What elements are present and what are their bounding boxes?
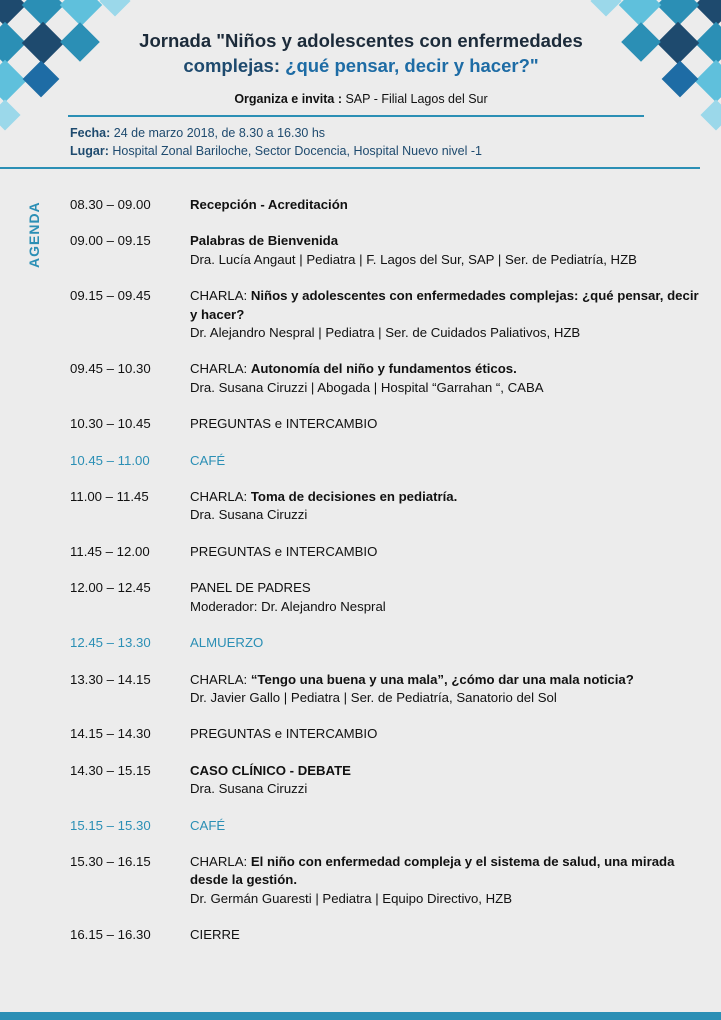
agenda-topic: [190, 415, 700, 433]
agenda-speaker: Dra. Susana Ciruzzi: [190, 507, 308, 523]
agenda-time: 09.45 – 10.30: [70, 361, 151, 377]
agenda-time: 16.15 – 16.30: [70, 927, 151, 943]
date-label: Fecha:: [70, 126, 111, 140]
agenda-time: 09.00 – 09.15: [70, 233, 151, 249]
agenda-speaker: Dra. Lucía Angaut | Pediatra | F. Lagos del Sur, SAP | Ser. de Pediatría, HZB: [190, 251, 637, 267]
organizer-line: [120, 92, 602, 106]
agenda-prefix: CHARLA:: [190, 288, 251, 304]
agenda-topic-title: Palabras de Bienvenida: [190, 233, 339, 249]
agenda-topic: [190, 817, 700, 835]
agenda-description: [190, 579, 700, 616]
agenda-row: [70, 415, 700, 433]
agenda-prefix: CHARLA:: [190, 853, 251, 869]
agenda-speaker: Dr. Germán Guaresti | Pediatra | Equipo Directivo, HZB: [190, 890, 513, 906]
agenda-prefix: CAFÉ: [190, 817, 226, 833]
agenda-speaker: Dr. Javier Gallo | Pediatra | Ser. de Pediatría, Sanatorio del Sol: [190, 689, 557, 705]
event-title-line1: Jornada "Niños y adolescentes con enfermedades: [139, 30, 583, 51]
place-label: Lugar:: [70, 144, 109, 158]
agenda-row: [70, 725, 700, 743]
agenda-topic: [190, 634, 700, 652]
event-title-line2-part1: complejas:: [183, 55, 286, 76]
agenda-description: [190, 196, 700, 214]
agenda-prefix: CHARLA:: [190, 671, 251, 687]
agenda-time: 11.45 – 12.00: [70, 543, 150, 559]
agenda-prefix: PREGUNTAS e INTERCAMBIO: [190, 416, 378, 432]
agenda-topic: [190, 853, 700, 890]
agenda-row: [70, 360, 700, 397]
agenda-topic: [190, 926, 700, 944]
agenda-topic-title: Autonomía del niño y fundamentos éticos.: [250, 361, 517, 377]
agenda-topic: [190, 488, 700, 506]
agenda-description: [190, 634, 700, 652]
agenda-description: [190, 543, 700, 561]
agenda-topic-title: El niño con enfermedad compleja y el sistema de salud, una mirada desde la gestión.: [190, 853, 675, 888]
agenda-row: [70, 671, 700, 708]
agenda-vertical-label: AGENDA: [26, 201, 42, 268]
agenda-description: [190, 232, 700, 269]
agenda-topic-title: Niños y adolescentes con enfermedades complejas: ¿qué pensar, decir y hacer?: [190, 288, 699, 322]
event-title-line2: [120, 53, 602, 78]
agenda-topic: [190, 725, 700, 743]
agenda-prefix: CIERRE: [190, 927, 240, 943]
agenda-row: [70, 926, 700, 944]
agenda-description: [190, 360, 700, 397]
agenda-time: 08.30 – 09.00: [70, 197, 151, 212]
agenda-row: [70, 287, 700, 342]
agenda-speaker: Dr. Alejandro Nespral | Pediatra | Ser. de Cuidados Paliativos, HZB: [190, 325, 581, 341]
agenda-topic: [190, 543, 700, 561]
agenda-time: 09.15 – 09.45: [70, 288, 151, 304]
agenda-topic: [190, 579, 700, 597]
agenda-prefix: PANEL DE PADRES: [190, 580, 311, 596]
agenda-time: 12.45 – 13.30: [70, 635, 151, 651]
agenda-topic: [190, 232, 700, 250]
event-title-line2-part2: ¿qué pensar, decir y hacer?": [285, 55, 539, 76]
agenda-topic-title: “Tengo una buena y una mala”, ¿cómo dar una mala noticia?: [250, 671, 634, 687]
date-value: 24 de marzo 2018, de 8.30 a 16.30 hs: [110, 126, 326, 140]
agenda-row: [70, 817, 700, 835]
agenda-row: [70, 853, 700, 908]
agenda-description: [190, 415, 700, 433]
agenda-prefix: CHARLA:: [190, 361, 251, 377]
agenda-time: 14.15 – 14.30: [70, 726, 151, 742]
agenda-schedule: [70, 196, 700, 963]
agenda-description: [190, 926, 700, 944]
place-value: Hospital Zonal Bariloche, Sector Docencia, Hospital Nuevo nivel -1: [108, 144, 482, 158]
agenda-prefix: CHARLA:: [190, 489, 251, 505]
date-line: [70, 124, 482, 142]
divider-top: [68, 115, 644, 117]
agenda-topic: [190, 196, 700, 214]
agenda-time: 15.15 – 15.30: [70, 817, 151, 833]
agenda-time: 10.30 – 10.45: [70, 416, 151, 432]
agenda-row: [70, 579, 700, 616]
agenda-time: 12.00 – 12.45: [70, 580, 151, 596]
divider-middle: [0, 167, 700, 169]
agenda-description: [190, 452, 700, 470]
agenda-topic: [190, 287, 700, 324]
agenda-topic-title: Toma de decisiones en pediatría.: [250, 489, 458, 505]
agenda-time: 15.30 – 16.15: [70, 853, 151, 869]
agenda-topic: [190, 762, 700, 780]
agenda-time: 10.45 – 11.00: [70, 452, 150, 468]
agenda-description: [190, 817, 700, 835]
agenda-topic: [190, 671, 700, 689]
agenda-speaker: Dra. Susana Ciruzzi: [190, 781, 308, 797]
agenda-row: [70, 232, 700, 269]
agenda-speaker: Dra. Susana Ciruzzi | Abogada | Hospital “Garrahan “, CABA: [190, 379, 544, 395]
agenda-description: [190, 762, 700, 799]
event-info: [70, 124, 482, 160]
agenda-row: [70, 543, 700, 561]
agenda-topic: [190, 360, 700, 378]
agenda-description: [190, 671, 700, 708]
agenda-row: [70, 196, 700, 214]
bottom-band: [0, 1012, 721, 1020]
agenda-prefix: PREGUNTAS e INTERCAMBIO: [190, 726, 378, 742]
event-title: [120, 28, 602, 78]
agenda-time: 11.00 – 11.45: [70, 489, 149, 505]
agenda-time: 14.30 – 15.15: [70, 762, 151, 778]
agenda-topic: [190, 452, 700, 470]
agenda-prefix: CAFÉ: [190, 452, 226, 468]
agenda-row: [70, 762, 700, 799]
organizer-label: Organiza e invita :: [234, 92, 342, 106]
place-line: [70, 142, 482, 160]
agenda-topic-title: Recepción - Acreditación: [190, 197, 348, 212]
agenda-row: [70, 488, 700, 525]
agenda-row: [70, 634, 700, 652]
agenda-description: [190, 725, 700, 743]
agenda-speaker: Moderador: Dr. Alejandro Nespral: [190, 598, 386, 614]
agenda-time: 13.30 – 14.15: [70, 671, 151, 687]
organizer-value: SAP - Filial Lagos del Sur: [341, 92, 488, 106]
agenda-topic-title: CASO CLÍNICO - DEBATE: [190, 762, 351, 778]
agenda-row: [70, 452, 700, 470]
agenda-description: [190, 853, 700, 908]
agenda-prefix: ALMUERZO: [190, 635, 264, 651]
agenda-prefix: PREGUNTAS e INTERCAMBIO: [190, 543, 378, 559]
agenda-description: [190, 287, 700, 342]
agenda-description: [190, 488, 700, 525]
